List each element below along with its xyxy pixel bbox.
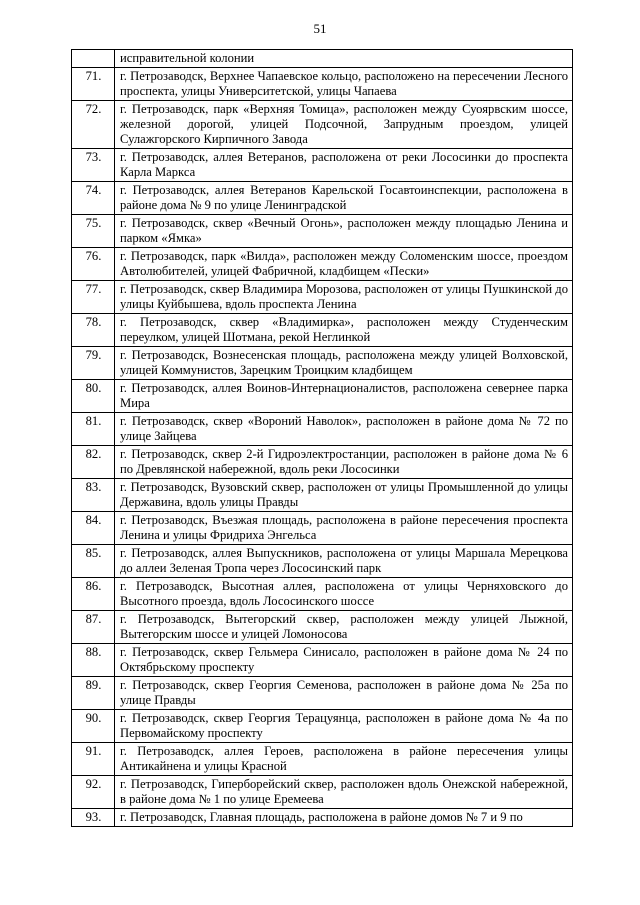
row-description: г. Петрозаводск, сквер «Вороний Наволок», расположен в районе дома № 72 по улице Зайцева <box>115 413 573 446</box>
row-description: г. Петрозаводск, Верхнее Чапаевское кольцо, расположено на пересечении Лесного проспекта, улицы Университетской, улицы Чапаева <box>115 68 573 101</box>
row-description: г. Петрозаводск, аллея Ветеранов, расположена от реки Лососинки до проспекта Карла Маркса <box>115 149 573 182</box>
row-description: исправительной колонии <box>115 50 573 68</box>
row-description: г. Петрозаводск, сквер Владимира Морозова, расположен от улицы Пушкинской до улицы Куйбышева, вдоль проспекта Ленина <box>115 281 573 314</box>
row-description: г. Петрозаводск, сквер Георгия Семенова, расположен в районе дома № 25а по улице Правды <box>115 677 573 710</box>
row-description: г. Петрозаводск, Гиперборейский сквер, расположен вдоль Онежской набережной, в районе дома № 1 по улице Еремеева <box>115 776 573 809</box>
row-number: 83. <box>72 479 115 512</box>
row-description: г. Петрозаводск, сквер Гельмера Синисало, расположен в районе дома № 24 по Октябрьскому проспекту <box>115 644 573 677</box>
table-row <box>72 479 573 512</box>
row-number: 72. <box>72 101 115 149</box>
row-number: 82. <box>72 446 115 479</box>
row-description: г. Петрозаводск, Вознесенская площадь, расположена между улицей Волховской, улицей Коммунистов, Зарецким Троицким кладбищем <box>115 347 573 380</box>
row-number: 76. <box>72 248 115 281</box>
row-description: г. Петрозаводск, Вытегорский сквер, расположен между улицей Лыжной, Вытегорским шоссе и улицей Ломоносова <box>115 611 573 644</box>
table-row <box>72 710 573 743</box>
table-row <box>72 380 573 413</box>
table-row <box>72 809 573 827</box>
row-description: г. Петрозаводск, парк «Вилда», расположен между Соломенским шоссе, проездом Автолюбителей, улицей Фабричной, кладбищем «Пески» <box>115 248 573 281</box>
row-description: г. Петрозаводск, аллея Ветеранов Карельской Госавтоинспекции, расположена в районе дома № 9 по улице Ленинградской <box>115 182 573 215</box>
row-description: г. Петрозаводск, сквер 2-й Гидроэлектростанции, расположен в районе дома № 6 по Древлянской набережной, вдоль реки Лососинки <box>115 446 573 479</box>
table-row-continuation <box>72 50 573 68</box>
row-number: 74. <box>72 182 115 215</box>
objects-table <box>71 49 573 827</box>
row-number: 84. <box>72 512 115 545</box>
row-description: г. Петрозаводск, сквер «Вечный Огонь», расположен между площадью Ленина и парком «Ямка» <box>115 215 573 248</box>
row-number: 90. <box>72 710 115 743</box>
table-row <box>72 743 573 776</box>
table-row <box>72 314 573 347</box>
table-row <box>72 446 573 479</box>
row-number: 71. <box>72 68 115 101</box>
table-row <box>72 101 573 149</box>
table-row <box>72 182 573 215</box>
row-description: г. Петрозаводск, сквер Георгия Терацуянца, расположен в районе дома № 4а по Первомайскому проспекту <box>115 710 573 743</box>
table-row <box>72 149 573 182</box>
table-row <box>72 413 573 446</box>
row-number: 93. <box>72 809 115 827</box>
row-description: г. Петрозаводск, Высотная аллея, расположена от улицы Черняховского до Высотного проезда, вдоль Лососинского шоссе <box>115 578 573 611</box>
row-number: 91. <box>72 743 115 776</box>
objects-table-body <box>72 50 573 827</box>
row-number: 88. <box>72 644 115 677</box>
row-description: г. Петрозаводск, парк «Верхняя Томица», расположен между Суоярвским шоссе, железной дорогой, улицей Подсочной, Запрудным проездом, улицей Сулажгорского Кирпичного Завода <box>115 101 573 149</box>
table-row <box>72 611 573 644</box>
row-description: г. Петрозаводск, Вузовский сквер, расположен от улицы Промышленной до улицы Державина, вдоль улицы Правды <box>115 479 573 512</box>
row-number: 73. <box>72 149 115 182</box>
row-number <box>72 50 115 68</box>
row-number: 75. <box>72 215 115 248</box>
table-row <box>72 644 573 677</box>
row-number: 92. <box>72 776 115 809</box>
table-row <box>72 512 573 545</box>
table-row <box>72 347 573 380</box>
row-number: 79. <box>72 347 115 380</box>
table-row <box>72 248 573 281</box>
table-row <box>72 776 573 809</box>
row-number: 78. <box>72 314 115 347</box>
table-row <box>72 677 573 710</box>
table-row <box>72 545 573 578</box>
table-row <box>72 68 573 101</box>
row-description: г. Петрозаводск, Главная площадь, расположена в районе домов № 7 и 9 по <box>115 809 573 827</box>
row-description: г. Петрозаводск, Въезжая площадь, расположена в районе пересечения проспекта Ленина и улицы Фридриха Энгельса <box>115 512 573 545</box>
row-number: 89. <box>72 677 115 710</box>
table-row <box>72 215 573 248</box>
row-description: г. Петрозаводск, аллея Героев, расположена в районе пересечения улицы Антикайнена и улицы Красной <box>115 743 573 776</box>
row-number: 81. <box>72 413 115 446</box>
row-number: 85. <box>72 545 115 578</box>
row-description: г. Петрозаводск, аллея Выпускников, расположена от улицы Маршала Мерецкова до аллеи Зеленая Тропа через Лососинский парк <box>115 545 573 578</box>
row-description: г. Петрозаводск, аллея Воинов-Интернационалистов, расположена севернее парка Мира <box>115 380 573 413</box>
row-number: 87. <box>72 611 115 644</box>
page-number: 51 <box>313 21 327 36</box>
row-number: 80. <box>72 380 115 413</box>
row-number: 77. <box>72 281 115 314</box>
row-description: г. Петрозаводск, сквер «Владимирка», расположен между Студенческим переулком, улицей Шотмана, рекой Неглинкой <box>115 314 573 347</box>
table-row <box>72 578 573 611</box>
table-row <box>72 281 573 314</box>
row-number: 86. <box>72 578 115 611</box>
